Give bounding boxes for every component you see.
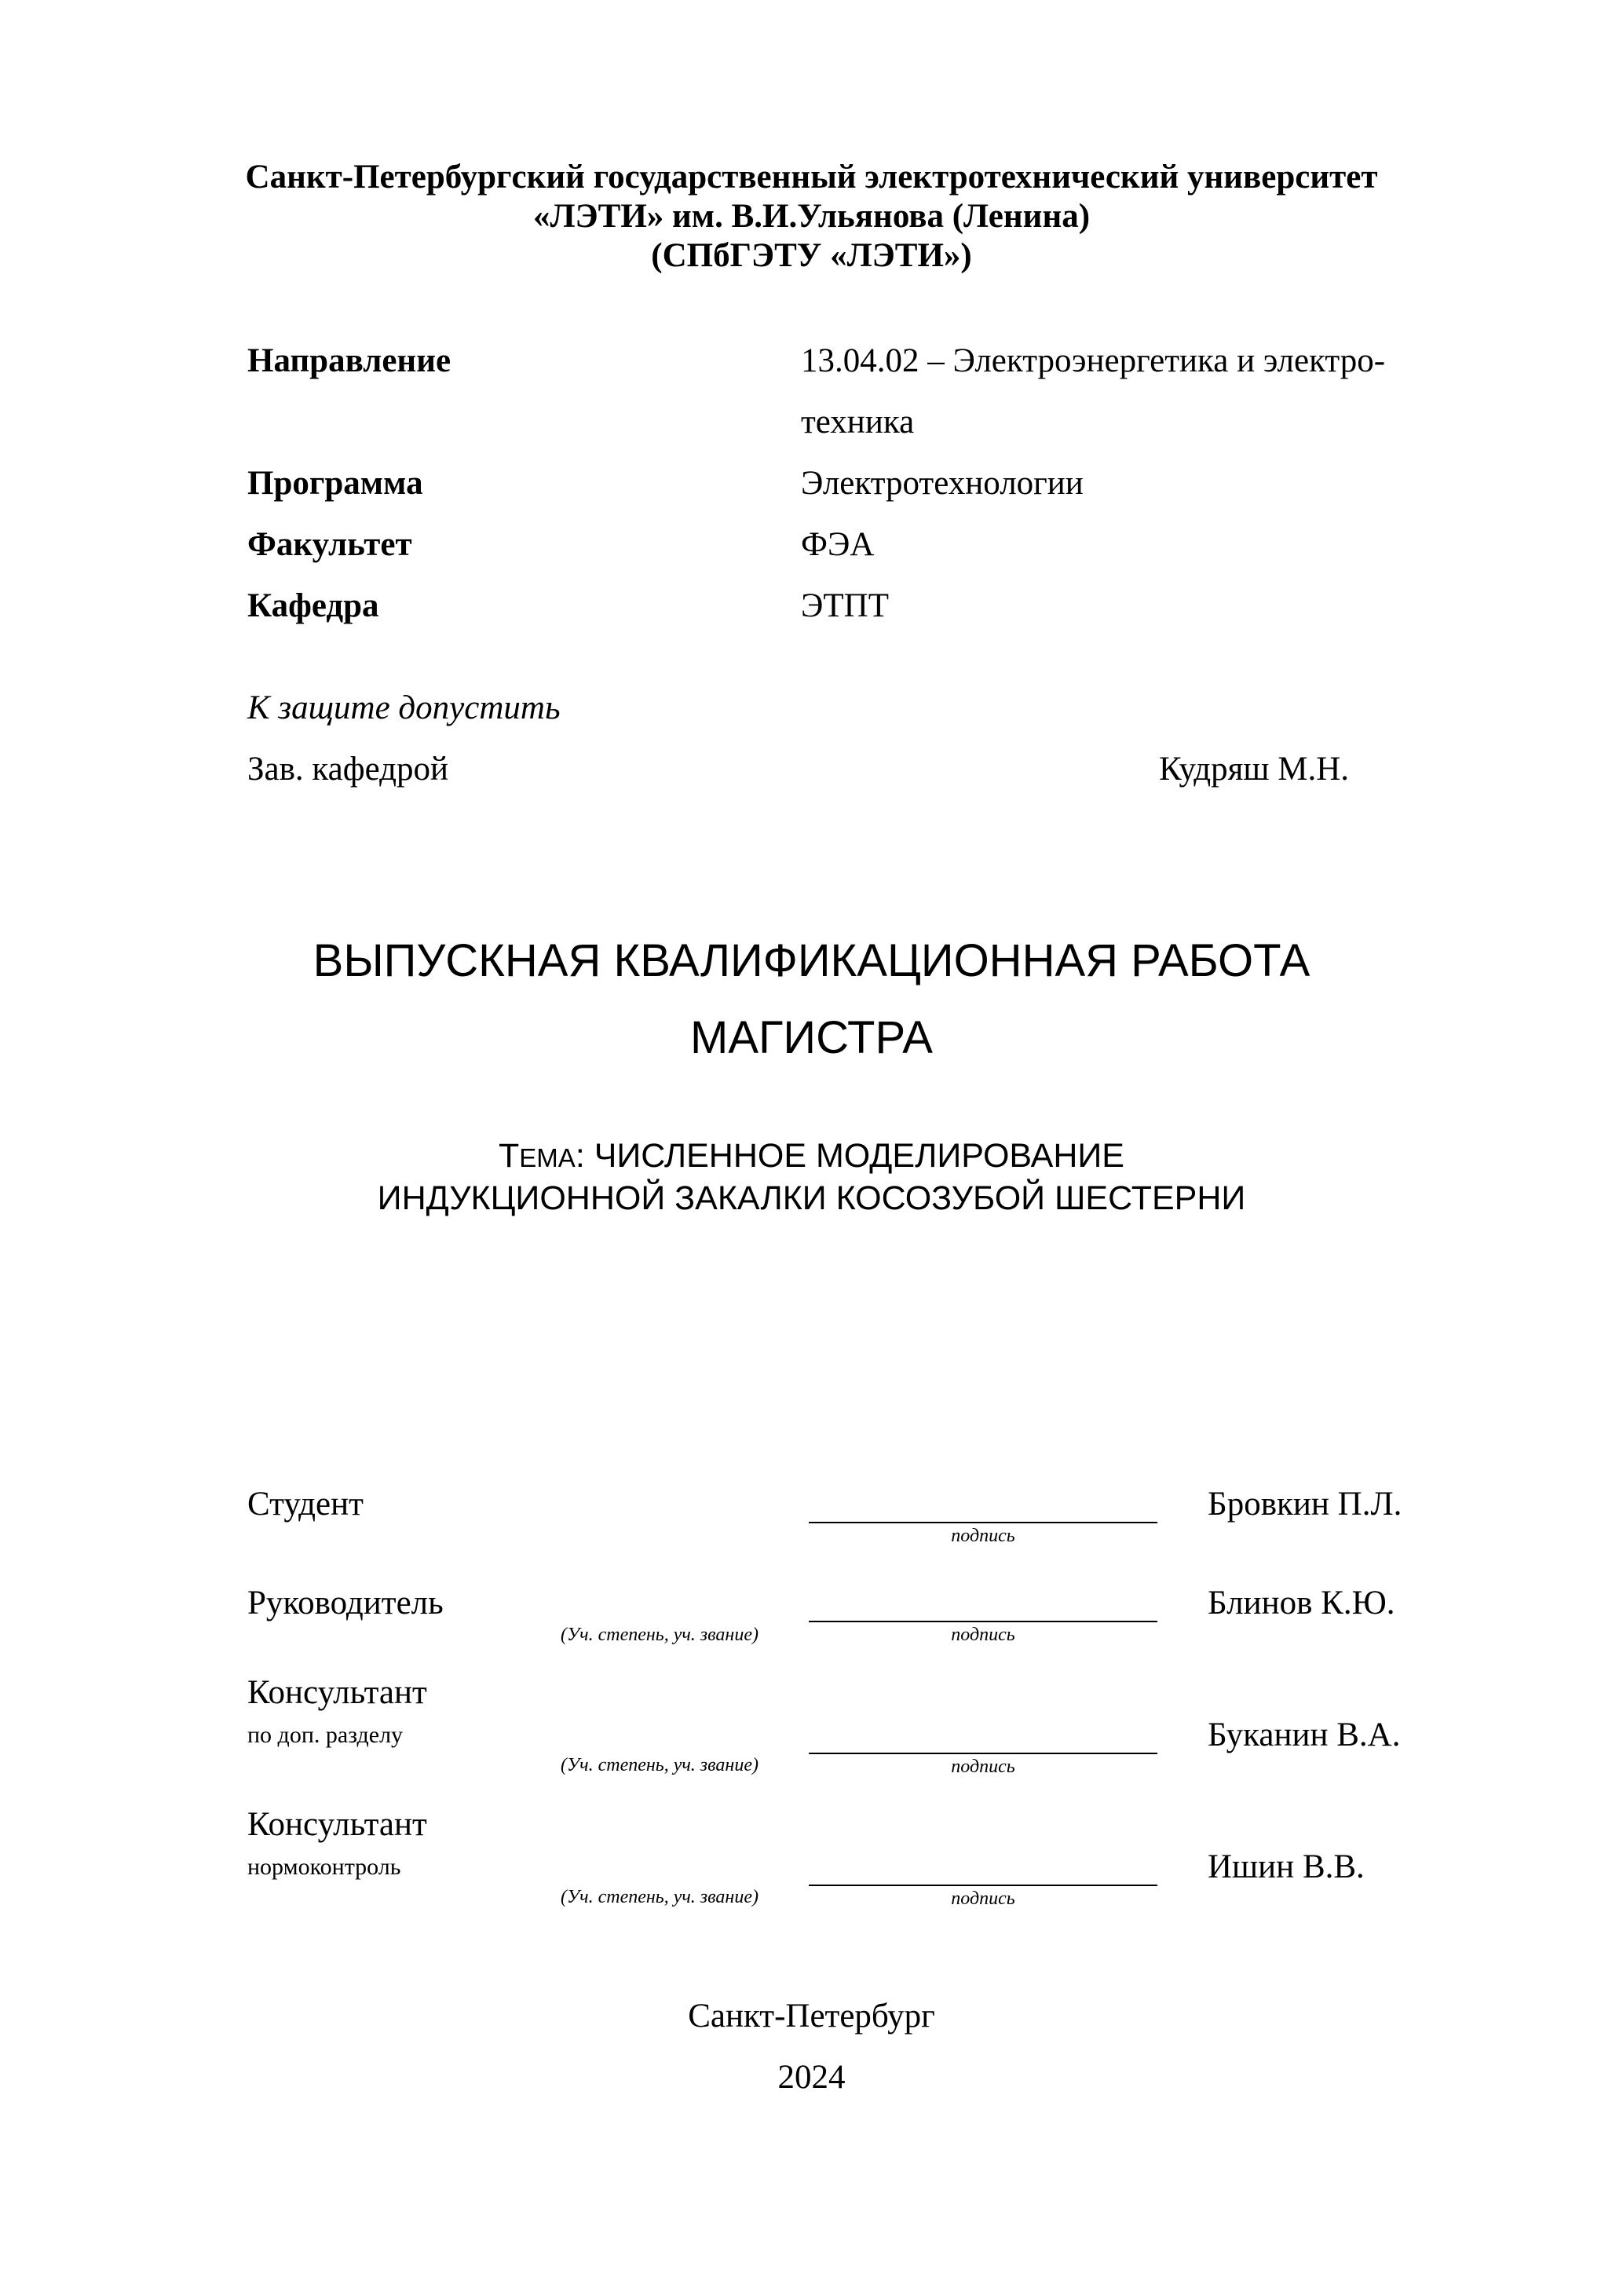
- thesis-title-degree: МАГИСТРА: [690, 1012, 933, 1063]
- faculty-value: ФЭА: [801, 526, 875, 563]
- university-name: Санкт-Петербургский государственный электротехнический университет: [245, 159, 1378, 196]
- student-name: Бровкин П.Л.: [1208, 1486, 1402, 1523]
- university-abbreviation: (СПбГЭТУ «ЛЭТИ»): [651, 237, 972, 274]
- university-short-name: «ЛЭТИ» им. В.И.Ульянова (Ленина): [532, 198, 1091, 235]
- head-of-department-name: Кудряш М.Н.: [1159, 751, 1350, 788]
- supervisor-name: Блинов К.Ю.: [1208, 1585, 1395, 1621]
- consultant-section-label: по доп. разделу: [247, 1722, 404, 1748]
- consultant-signature-line: [809, 1753, 1157, 1754]
- department-value: ЭТПТ: [801, 587, 889, 624]
- direction-label: Направление: [247, 342, 451, 379]
- supervisor-signature-line: [809, 1621, 1157, 1622]
- student-signature-caption: подпись: [951, 1526, 1015, 1546]
- topic-text: : ЧИСЛЕННОЕ МОДЕЛИРОВАНИЕ: [575, 1137, 1124, 1175]
- topic-line-2: ИНДУКЦИОННОЙ ЗАКАЛКИ КОСОЗУБОЙ ШЕСТЕРНИ: [377, 1179, 1246, 1217]
- consultant-name: Буканин В.А.: [1208, 1717, 1401, 1753]
- consultant-signature-caption: подпись: [951, 1757, 1015, 1777]
- supervisor-degree-caption: (Уч. степень, уч. звание): [561, 1625, 758, 1645]
- head-of-department-label: Зав. кафедрой: [247, 751, 449, 788]
- normcontrol-signature-line: [809, 1885, 1157, 1886]
- direction-value-continued: техника: [801, 404, 915, 441]
- student-signature-line: [809, 1522, 1157, 1523]
- city: Санкт-Петербург: [688, 1998, 935, 2035]
- topic-prefix-initial: Т: [499, 1137, 520, 1175]
- topic-prefix-rest: ЕМА: [519, 1143, 576, 1172]
- normcontrol-degree-caption: (Уч. степень, уч. звание): [561, 1887, 758, 1907]
- year: 2024: [777, 2059, 846, 2096]
- consultant-degree-caption: (Уч. степень, уч. звание): [561, 1755, 758, 1775]
- admit-to-defense: К защите допустить: [247, 689, 561, 726]
- department-label: Кафедра: [247, 587, 379, 624]
- faculty-label: Факультет: [247, 526, 412, 563]
- consultant-role: Консультант: [247, 1674, 427, 1711]
- thesis-title: ВЫПУСКНАЯ КВАЛИФИКАЦИОННАЯ РАБОТА: [313, 935, 1310, 986]
- program-label: Программа: [247, 465, 423, 502]
- normcontrol-section-label: нормоконтроль: [247, 1854, 401, 1880]
- supervisor-signature-caption: подпись: [951, 1625, 1015, 1645]
- topic-line-1: [0, 1135, 1623, 1179]
- student-role: Студент: [247, 1486, 364, 1523]
- normcontrol-name: Ишин В.В.: [1208, 1848, 1365, 1885]
- supervisor-role: Руководитель: [247, 1585, 444, 1621]
- normcontrol-signature-caption: подпись: [951, 1888, 1015, 1909]
- program-value: Электротехнологии: [801, 465, 1084, 502]
- direction-value: 13.04.02 – Электроэнергетика и электро-: [801, 342, 1386, 379]
- normcontrol-consultant-role: Консультант: [247, 1806, 427, 1843]
